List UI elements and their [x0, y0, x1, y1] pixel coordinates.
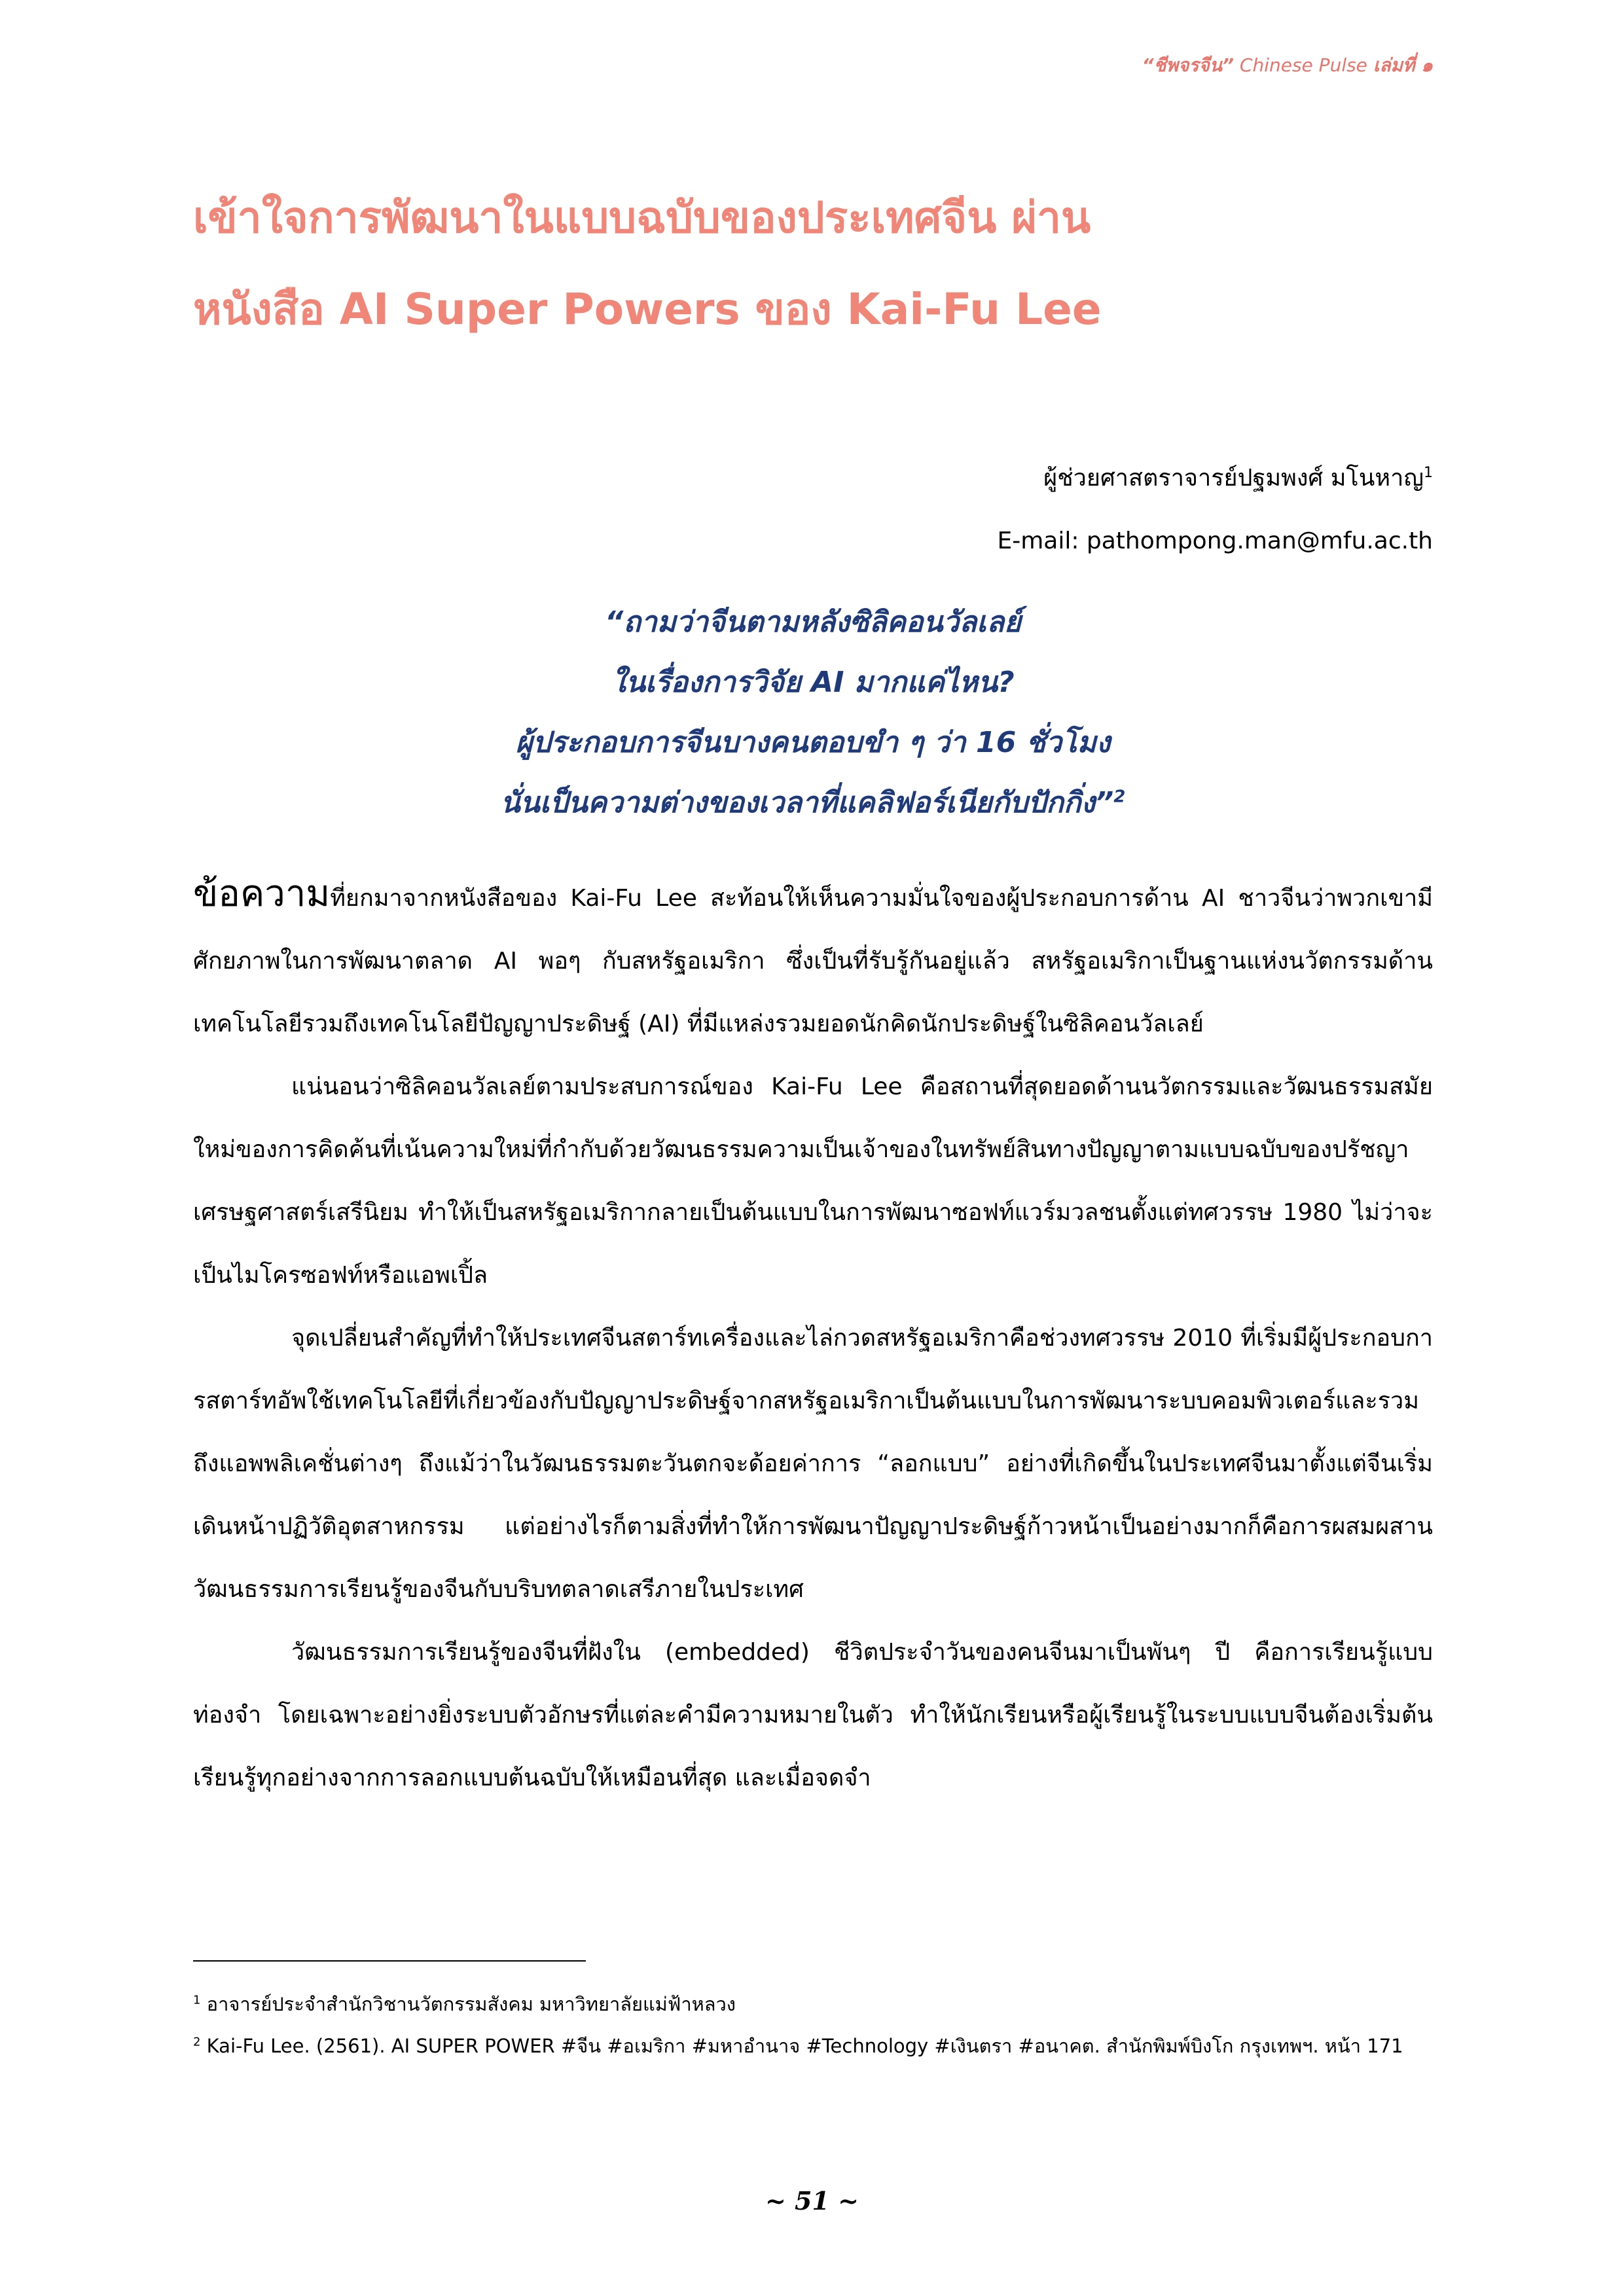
running-header	[1142, 51, 1433, 80]
quote-line-1: “ถามว่าจีนตามหลังซิลิคอนวัลเลย์	[605, 605, 1021, 639]
footnote-2-mark: 2	[193, 2035, 201, 2049]
article-body	[193, 863, 1433, 1810]
running-header-issue: เล่มที่ ๑	[1373, 54, 1433, 76]
running-header-title: Chinese Pulse	[1239, 54, 1367, 76]
page-number: ~ 51 ~	[765, 2186, 859, 2215]
footnote-1-text: อาจารย์ประจำสำนักวิชานวัตกรรมสังคม มหาวิทยาลัยแม่ฟ้าหลวง	[206, 1993, 736, 2015]
footnote-2	[193, 2025, 1433, 2067]
article-title-line-1: เข้าใจการพัฒนาในแบบฉบับของประเทศจีน ผ่าน	[193, 192, 1091, 243]
footnote-1-mark: 1	[193, 1993, 201, 2007]
paragraph-2: แน่นอนว่าซิลิคอนวัลเลย์ตามประสบการณ์ของ Kai-Fu Lee คือสถานที่สุดยอดด้านนวัตกรรมและวัฒนธรรมสมัยใหม่ของการคิดค้นที่เน้นความใหม่ที่กำกับด้วยวัฒนธรรมความเป็นเจ้าของในทรัพย์สินทางปัญญาตามแบบฉบับของปรัชญาเศรษฐศาสตร์เสรีนิยม ทำให้เป็นสหรัฐอเมริกากลายเป็นต้นแบบในการพัฒนาซอฟท์แวร์มวลชนตั้งแต่ทศวรรษ 1980 ไม่ว่าจะเป็นไมโครซอฟท์หรือแอพเปิ้ล	[193, 1073, 1433, 1289]
quote-line-3: ผู้ประกอบการจีนบางคนตอบขำ ๆ ว่า 16 ชั่วโมง	[515, 726, 1111, 759]
quote-line-4	[193, 773, 1433, 833]
footnote-2-text: Kai-Fu Lee. (2561). AI SUPER POWER #จีน #อเมริกา #มหาอำนาจ #Technology #เงินตรา #อนาคต. สำนักพิมพ์บิงโก กรุงเทพฯ. หน้า 171	[206, 2035, 1403, 2057]
author-footnote-mark: 1	[1424, 465, 1433, 481]
author-block	[997, 447, 1433, 573]
quote-footnote-mark: 2	[1113, 787, 1126, 807]
paragraph-4: วัฒนธรรมการเรียนรู้ของจีนที่ฝังใน (embedded) ชีวิตประจำวันของคนจีนมาเป็นพันๆ ปี คือการเรียนรู้แบบท่องจำ โดยเฉพาะอย่างยิ่งระบบตัวอักษรที่แต่ละคำมีความหมายในตัว ทำให้นักเรียนหรือผู้เรียนรู้ในระบบแบบจีนต้องเริ่มต้นเรียนรู้ทุกอย่างจากการลอกแบบต้นฉบับให้เหมือนที่สุด และเมื่อจดจำ	[193, 1639, 1433, 1791]
paragraph-3: จุดเปลี่ยนสำคัญที่ทำให้ประเทศจีนสตาร์ทเครื่องและไล่กวดสหรัฐอเมริกาคือช่วงทศวรรษ 2010 ที่เริ่มมีผู้ประกอบการสตาร์ทอัพใช้เทคโนโลยีที่เกี่ยวข้องกับปัญญาประดิษฐ์จากสหรัฐอเมริกาเป็นต้นแบบในการพัฒนาระบบคอมพิวเตอร์และรวมถึงแอพพลิเคชั่นต่างๆ ถึงแม้ว่าในวัฒนธรรมตะวันตกจะด้อยค่าการ “ลอกแบบ” อย่างที่เกิดขึ้นในประเทศจีนมาตั้งแต่จีนเริ่มเดินหน้าปฏิวัติอุตสาหกรรม แต่อย่างไรก็ตามสิ่งที่ทำให้การพัฒนาปัญญาประดิษฐ์ก้าวหน้าเป็นอย่างมากก็คือการผสมผสานวัฒนธรรมการเรียนรู้ของจีนกับบริบทตลาดเสรีภายในประเทศ	[193, 1325, 1433, 1603]
author-line	[997, 447, 1433, 510]
footnote-1	[193, 1983, 1433, 2025]
paragraph-1	[193, 863, 1433, 1056]
article-title-line-2: หนังสือ AI Super Powers ของ Kai-Fu Lee	[193, 284, 1102, 334]
epigraph-quote	[193, 592, 1433, 833]
author-name: ผู้ช่วยศาสตราจารย์ปฐมพงศ์ มโนหาญ	[1043, 465, 1424, 492]
quote-line-4-text: นั่นเป็นความต่างของเวลาที่แคลิฟอร์เนียกับปักกิ่ง”	[500, 786, 1114, 819]
footnotes	[193, 1983, 1433, 2067]
footnote-divider	[193, 1960, 586, 1962]
author-email: E-mail: pathompong.man@mfu.ac.th	[997, 528, 1433, 554]
article-title	[193, 192, 1437, 334]
paragraph-1-text: ที่ยกมาจากหนังสือของ Kai-Fu Lee สะท้อนให้เห็นความมั่นใจของผู้ประกอบการด้าน AI ชาวจีนว่าพวกเขามีศักยภาพในการพัฒนาตลาด AI พอๆ กับสหรัฐอเมริกา ซึ่งเป็นที่รับรู้กันอยู่แล้ว สหรัฐอเมริกาเป็นฐานแห่งนวัตกรรมด้านเทคโนโลยีรวมถึงเทคโนโลยีปัญญาประดิษฐ์ (AI) ที่มีแหล่งรวมยอดนักคิดนักประดิษฐ์ในซิลิคอนวัลเลย์	[193, 885, 1433, 1037]
quote-line-2: ในเรื่องการวิจัย AI มากแค่ไหน?	[611, 666, 1015, 699]
lead-word: ข้อความ	[193, 872, 331, 915]
running-header-series: “ชีพจรจีน”	[1142, 54, 1235, 76]
